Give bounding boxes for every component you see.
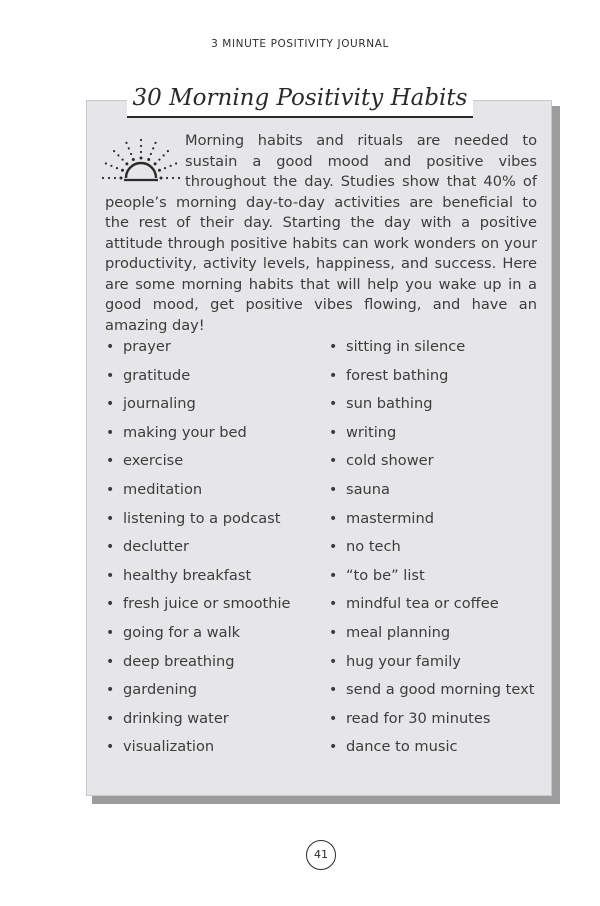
habit-label: read for 30 minutes xyxy=(346,709,491,727)
bullet-icon: • xyxy=(106,539,115,556)
bullet-icon: • xyxy=(329,396,338,413)
bullet-icon: • xyxy=(106,567,115,584)
habit-label: cold shower xyxy=(346,452,434,470)
habit-item xyxy=(328,423,535,452)
habit-item xyxy=(105,566,291,595)
bullet-icon: • xyxy=(106,339,115,355)
bullet-icon: • xyxy=(329,682,338,699)
habit-label: prayer xyxy=(123,338,171,355)
habit-label: exercise xyxy=(123,452,184,470)
bullet-icon: • xyxy=(329,367,338,384)
habit-item xyxy=(105,509,291,538)
habit-item xyxy=(328,480,535,509)
running-header: 3 MINUTE POSITIVITY JOURNAL xyxy=(211,38,389,50)
habit-item xyxy=(328,337,535,366)
habit-label: fresh juice or smoothie xyxy=(123,595,291,613)
habit-list-left xyxy=(105,337,291,766)
intro-paragraph xyxy=(105,131,537,336)
habit-item xyxy=(328,623,535,652)
bullet-icon: • xyxy=(329,739,338,756)
bullet-icon: • xyxy=(106,481,115,498)
bullet-icon: • xyxy=(329,653,338,670)
bullet-icon: • xyxy=(329,481,338,498)
bullet-icon: • xyxy=(106,367,115,384)
habit-label: sauna xyxy=(346,480,390,498)
bullet-icon: • xyxy=(329,624,338,641)
bullet-icon: • xyxy=(106,596,115,613)
habit-item xyxy=(328,451,535,480)
habit-label: forest bathing xyxy=(346,366,449,384)
bullet-icon: • xyxy=(106,710,115,727)
habit-item xyxy=(328,566,535,595)
bullet-icon: • xyxy=(106,396,115,413)
habit-item xyxy=(105,737,291,766)
habit-item xyxy=(105,594,291,623)
habit-label: mastermind xyxy=(346,509,434,527)
bullet-icon: • xyxy=(329,339,338,355)
bullet-icon: • xyxy=(329,510,338,527)
habit-label: mindful tea or coffee xyxy=(346,595,499,613)
habit-label: meal planning xyxy=(346,623,451,641)
habit-label: sun bathing xyxy=(346,395,433,413)
bullet-icon: • xyxy=(106,510,115,527)
habit-list-right xyxy=(328,337,535,766)
bullet-icon: • xyxy=(106,653,115,670)
habit-label: “to be” list xyxy=(346,566,425,584)
bullet-icon: • xyxy=(106,682,115,699)
intro-text: Morning habits and rituals are needed to sustain a good mood and positive vibes throughout the day. Studies show that 40% of people’s morning day-to-day activities are beneficial to the rest of their day. Starting the day with a positive attitude through positive habits can work wonders on your productivity, activity levels, happiness, and success. Here are some morning habits that will help you wake up in a good mood, get positive vibes flowing, and have an amazing day! xyxy=(105,132,537,334)
bullet-icon: • xyxy=(329,710,338,727)
habit-item xyxy=(105,366,291,395)
habit-label: making your bed xyxy=(123,423,247,441)
habit-item xyxy=(328,709,535,738)
habit-label: visualization xyxy=(123,738,215,756)
section-title-wrap xyxy=(0,80,600,118)
habit-item xyxy=(105,623,291,652)
habit-item xyxy=(105,394,291,423)
bullet-icon: • xyxy=(106,624,115,641)
habit-label: drinking water xyxy=(123,709,229,727)
bullet-icon: • xyxy=(329,424,338,441)
bullet-icon: • xyxy=(106,453,115,470)
habit-item xyxy=(328,509,535,538)
bullet-icon: • xyxy=(329,539,338,556)
habit-item xyxy=(328,680,535,709)
habit-label: going for a walk xyxy=(123,623,241,641)
habit-label: dance to music xyxy=(346,738,458,756)
habit-label: journaling xyxy=(123,395,196,413)
icon-spacer xyxy=(105,131,185,189)
habit-label: healthy breakfast xyxy=(123,566,252,584)
habit-label: deep breathing xyxy=(123,652,235,670)
habit-item xyxy=(105,337,291,366)
habit-item xyxy=(105,480,291,509)
page-number: 41 xyxy=(306,840,336,870)
habit-label: gardening xyxy=(123,681,198,699)
habit-item xyxy=(328,737,535,766)
habit-item xyxy=(105,451,291,480)
habit-label: writing xyxy=(346,423,397,441)
bullet-icon: • xyxy=(106,424,115,441)
habit-label: gratitude xyxy=(123,366,191,384)
sun-ray-dot xyxy=(102,177,104,179)
habit-label: no tech xyxy=(346,538,401,556)
habit-item xyxy=(105,537,291,566)
habit-item xyxy=(105,680,291,709)
bullet-icon: • xyxy=(329,453,338,470)
habit-label: meditation xyxy=(123,480,203,498)
habit-label: sitting in silence xyxy=(346,338,466,355)
habit-item xyxy=(328,652,535,681)
bullet-icon: • xyxy=(329,596,338,613)
section-title: 30 Morning Positivity Habits xyxy=(127,80,474,118)
habit-item xyxy=(328,537,535,566)
habit-label: listening to a podcast xyxy=(123,509,281,527)
habit-item xyxy=(105,709,291,738)
habit-item xyxy=(105,652,291,681)
habit-item xyxy=(105,423,291,452)
bullet-icon: • xyxy=(329,567,338,584)
habit-item xyxy=(328,394,535,423)
habit-item xyxy=(328,366,535,395)
habit-item xyxy=(328,594,535,623)
habit-label: send a good morning text xyxy=(346,681,535,699)
bullet-icon: • xyxy=(106,739,115,756)
habit-label: declutter xyxy=(123,538,189,556)
habit-label: hug your family xyxy=(346,652,461,670)
